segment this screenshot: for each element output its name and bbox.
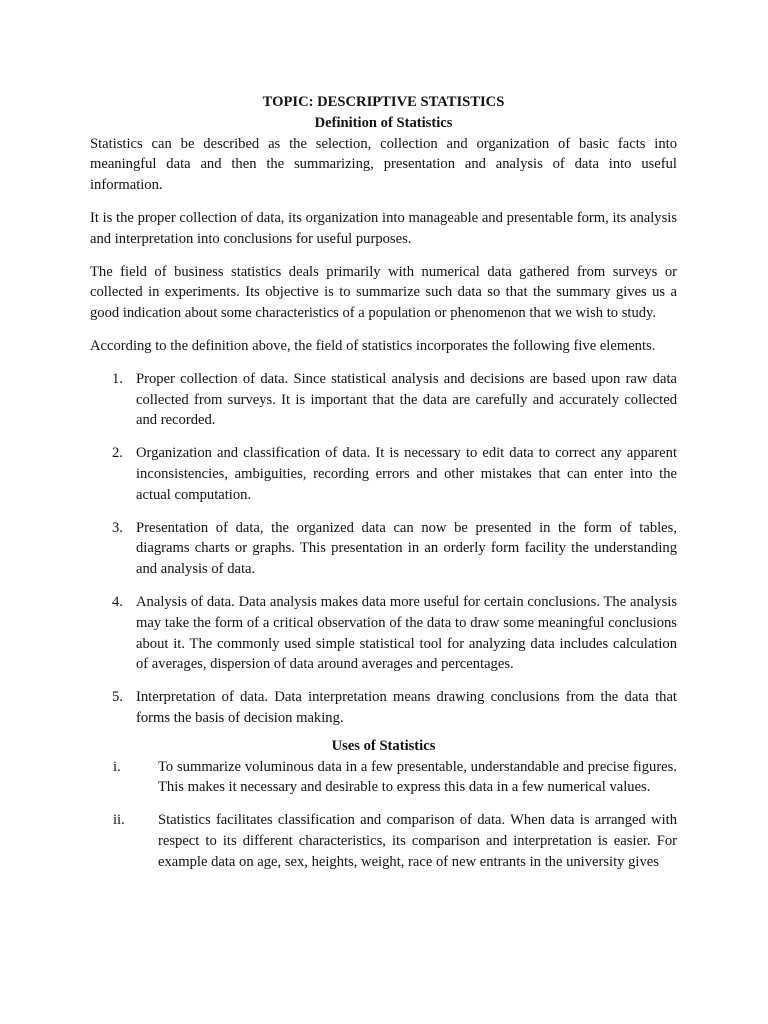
list-item-number: 4. — [112, 593, 123, 610]
elements-list — [90, 369, 677, 729]
list-item-text: Interpretation of data. Data interpretation means drawing conclusions from the data that forms the basis of decision making. — [136, 689, 677, 726]
paragraph: According to the definition above, the field of statistics incorporates the following five elements. — [90, 337, 656, 354]
list-item-number: 1. — [112, 370, 123, 387]
list-item — [90, 592, 677, 675]
list-item-number: ii. — [113, 812, 125, 829]
paragraph: It is the proper collection of data, its organization into manageable and presentable form, its analysis and interpretation into conclusions for useful purposes. — [90, 209, 677, 247]
document-page — [90, 92, 677, 885]
list-item — [90, 687, 677, 729]
spacer — [90, 729, 677, 736]
list-item-number: 2. — [112, 445, 123, 462]
paragraph: Statistics can be described as the selection, collection and organization of basic facts into meaningful data and then the summarizing, presentation and analysis of data into useful information. — [90, 135, 677, 194]
document-title: TOPIC: DESCRIPTIVE STATISTICS — [262, 94, 505, 110]
list-item-text: To summarize voluminous data in a few presentable, understandable and precise figures. This makes it necessary and desirable to express this data in a few numerical values. — [158, 758, 677, 796]
list-item — [90, 757, 677, 799]
list-item-number: 5. — [112, 689, 123, 706]
definition-heading: Definition of Statistics — [314, 114, 453, 131]
list-item-text: Organization and classification of data. It is necessary to edit data to correct any apparent inconsistencies, ambiguities, recording errors and other mistakes that can enter into the actual computation. — [136, 445, 677, 503]
list-item-text: Analysis of data. Data analysis makes data more useful for certain conclusions. The analysis may take the form of a critical observation of the data to draw some meaningful conclusions about it. The commonly used simple statistical tool for analyzing data includes calculation of averages, dispersion of data around averages and percentages. — [136, 593, 677, 673]
list-item-text: Statistics facilitates classification and comparison of data. When data is arranged with respect to its different characteristics, its comparison and interpretation is easier. For example data on age, sex, heights, weight, race of new entrants in the university gives — [158, 812, 677, 870]
paragraph: The field of business statistics deals primarily with numerical data gathered from surveys or collected in experiments. Its objective is to summarize such data so that the summary gives us a good indication about some characteristics of a population or phenomenon that we wish to study. — [90, 263, 677, 322]
list-item-text: Proper collection of data. Since statistical analysis and decisions are based upon raw data collected from surveys. It is important that the data are carefully and accurately collected and recorded. — [136, 370, 677, 429]
uses-list — [90, 757, 677, 873]
list-item — [90, 518, 677, 580]
list-item-text: Presentation of data, the organized data can now be presented in the form of tables, diagrams charts or graphs. This presentation in an orderly form facility the understanding and analysis of data. — [136, 519, 677, 578]
uses-heading: Uses of Statistics — [331, 737, 436, 754]
list-item-number: 3. — [112, 519, 123, 536]
list-item-number: i. — [113, 758, 121, 775]
list-item — [90, 369, 677, 431]
list-item — [90, 810, 677, 872]
list-item — [90, 443, 677, 505]
